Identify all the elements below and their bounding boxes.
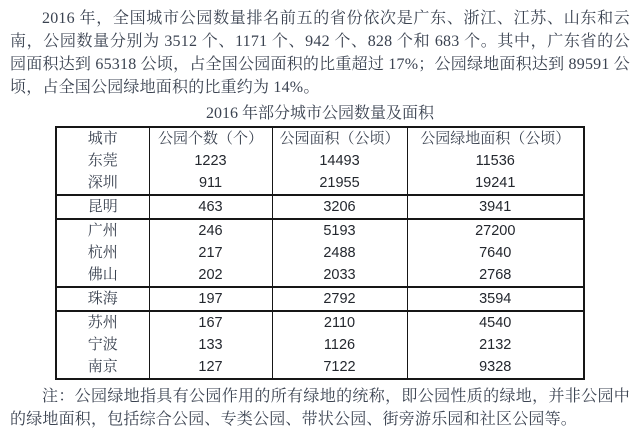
value-cell: 1223 (149, 150, 272, 172)
header-row (56, 127, 584, 150)
value-cell: 27200 (407, 219, 584, 242)
value-cell: 911 (149, 172, 272, 195)
table-row (56, 311, 584, 334)
value-cell: 21955 (272, 172, 407, 195)
table-row (56, 219, 584, 242)
city-cell: 珠海 (56, 287, 149, 311)
value-cell: 217 (149, 242, 272, 264)
table-row (56, 242, 584, 264)
city-cell: 佛山 (56, 264, 149, 287)
city-cell: 广州 (56, 219, 149, 242)
value-cell: 3941 (407, 195, 584, 219)
table-row (56, 287, 584, 311)
value-cell: 133 (149, 334, 272, 356)
value-cell: 3206 (272, 195, 407, 219)
value-cell: 2110 (272, 311, 407, 334)
intro-paragraph: 2016 年，全国城市公园数量排名前五的省份依次是广东、浙江、江苏、山东和云南，公园数量分别为 3512 个、1171 个、942 个、828 个和 683 个。其中，广东省的公园面积达到 65318 公顷，占全国公园面积的比重超过 17%；公园绿地面积达到 89591 公顷，占全国公园绿地面积的比重约为 14%。 (10, 10, 630, 96)
value-cell: 7640 (407, 242, 584, 264)
value-cell: 2033 (272, 264, 407, 287)
value-cell: 11536 (407, 150, 584, 172)
table-row (56, 334, 584, 356)
value-cell: 2488 (272, 242, 407, 264)
value-cell: 2792 (272, 287, 407, 311)
value-cell: 167 (149, 311, 272, 334)
column-header: 公园个数（个） (149, 127, 272, 150)
table-body (56, 150, 584, 379)
table-row (56, 195, 584, 219)
value-cell: 463 (149, 195, 272, 219)
city-cell: 深圳 (56, 172, 149, 195)
value-cell: 14493 (272, 150, 407, 172)
column-header: 公园绿地面积（公顷） (407, 127, 584, 150)
table-row (56, 172, 584, 195)
value-cell: 127 (149, 356, 272, 379)
value-cell: 3594 (407, 287, 584, 311)
value-cell: 2768 (407, 264, 584, 287)
value-cell: 19241 (407, 172, 584, 195)
city-parks-table (55, 126, 585, 380)
value-cell: 246 (149, 219, 272, 242)
city-cell: 宁波 (56, 334, 149, 356)
table-row (56, 150, 584, 172)
city-cell: 苏州 (56, 311, 149, 334)
column-header: 公园面积（公顷） (272, 127, 407, 150)
city-cell: 杭州 (56, 242, 149, 264)
value-cell: 202 (149, 264, 272, 287)
value-cell: 197 (149, 287, 272, 311)
footnote-paragraph: 注：公园绿地指具有公园作用的所有绿地的统称，即公园性质的绿地，并非公园中的绿地面积，包括综合公园、专类公园、带状公园、街旁游乐园和社区公园等。 (10, 388, 630, 428)
column-header: 城市 (56, 127, 149, 150)
table-row (56, 356, 584, 379)
value-cell: 4540 (407, 311, 584, 334)
value-cell: 2132 (407, 334, 584, 356)
value-cell: 7122 (272, 356, 407, 379)
value-cell: 9328 (407, 356, 584, 379)
value-cell: 5193 (272, 219, 407, 242)
table-row (56, 264, 584, 287)
city-cell: 昆明 (56, 195, 149, 219)
city-cell: 东莞 (56, 150, 149, 172)
value-cell: 1126 (272, 334, 407, 356)
table-title: 2016 年部分城市公园数量及面积 (205, 105, 434, 122)
table-header (56, 127, 584, 150)
city-cell: 南京 (56, 356, 149, 379)
